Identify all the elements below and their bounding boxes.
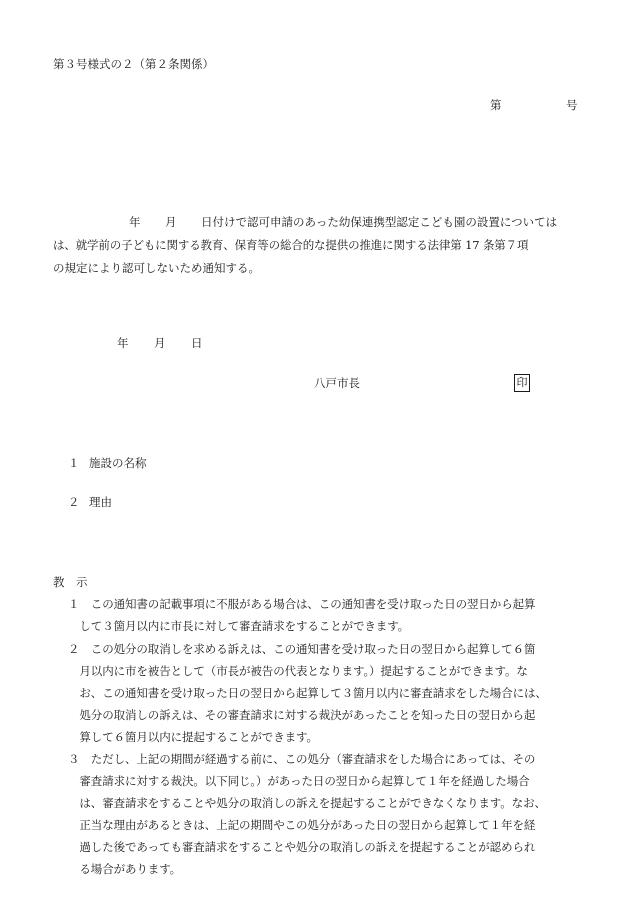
doc-number-suffix: 号 — [566, 98, 578, 112]
instruction-line: 月以内に市を被告として（市長が被告の代表となります。）提起することができます。な — [68, 664, 528, 678]
instruction-line: 正当な理由があるときは、上記の期間やこの処分があった日の翌日から起算して１年を経 — [68, 818, 536, 832]
instruction-line: 過した後であっても審査請求をすることや処分の取消しの訴えを提起することが認められ — [68, 840, 536, 854]
instruction-line: る場合があります。 — [68, 862, 182, 876]
sender-name: 八戸市長 — [314, 376, 360, 390]
item-label: 理由 — [89, 495, 112, 509]
doc-number-prefix: 第 — [490, 98, 502, 112]
instruction-line: ３ ただし、上記の期間が経過する前に、この処分（審査請求をした場合にあっては、その — [68, 752, 536, 766]
instruction-line: 処分の取消しの訴えは、その審査請求に対する裁決があったことを知った日の翌日から起 — [68, 708, 536, 722]
instruction-line: お、この通知書を受け取った日の翌日から起算して３箇月以内に審査請求をした場合には、 — [68, 686, 547, 700]
date-month: 月 — [154, 336, 166, 350]
instruction-line: 審査請求に対する裁決。以下同じ。）があった日の翌日から起算して１年を経過した場合 — [68, 774, 530, 788]
date-year: 年 — [117, 336, 129, 350]
instruction-heading: 教 示 — [53, 575, 88, 589]
instruction-line: は、審査請求をすることや処分の取消しの訴えを提起することができなくなります。なお、 — [68, 796, 546, 810]
date-day: 日 — [191, 336, 203, 350]
instruction-line: ２ この処分の取消しを求める訴えは、この通知書を受け取った日の翌日から起算して６箇 — [68, 642, 536, 656]
seal-box: 印 — [514, 374, 530, 392]
instruction-line: して３箇月以内に市長に対して審査請求をすることができます。 — [68, 619, 410, 633]
body-year: 年 — [129, 215, 141, 229]
instruction-line: 算して６箇月以内に提起することができます。 — [68, 730, 318, 744]
item-number: ２ — [68, 495, 80, 509]
item-label: 施設の名称 — [89, 456, 147, 470]
body-line3: の規定により認可しないため通知する。 — [53, 261, 260, 275]
item-number: １ — [68, 456, 80, 470]
instruction-line: １ この通知書の記載事項に不服がある場合は、この通知書を受け取った日の翌日から起算 — [68, 597, 536, 611]
body-line1: 日付けで認可申請のあった幼保連携型認定こども園の設置については — [201, 215, 558, 229]
body-line2: は、就学前の子どもに関する教育、保育等の総合的な提供の推進に関する法律第 17 条第７項 — [53, 238, 529, 252]
form-title: 第３号様式の２（第２条関係） — [53, 57, 214, 71]
body-month: 月 — [165, 215, 177, 229]
